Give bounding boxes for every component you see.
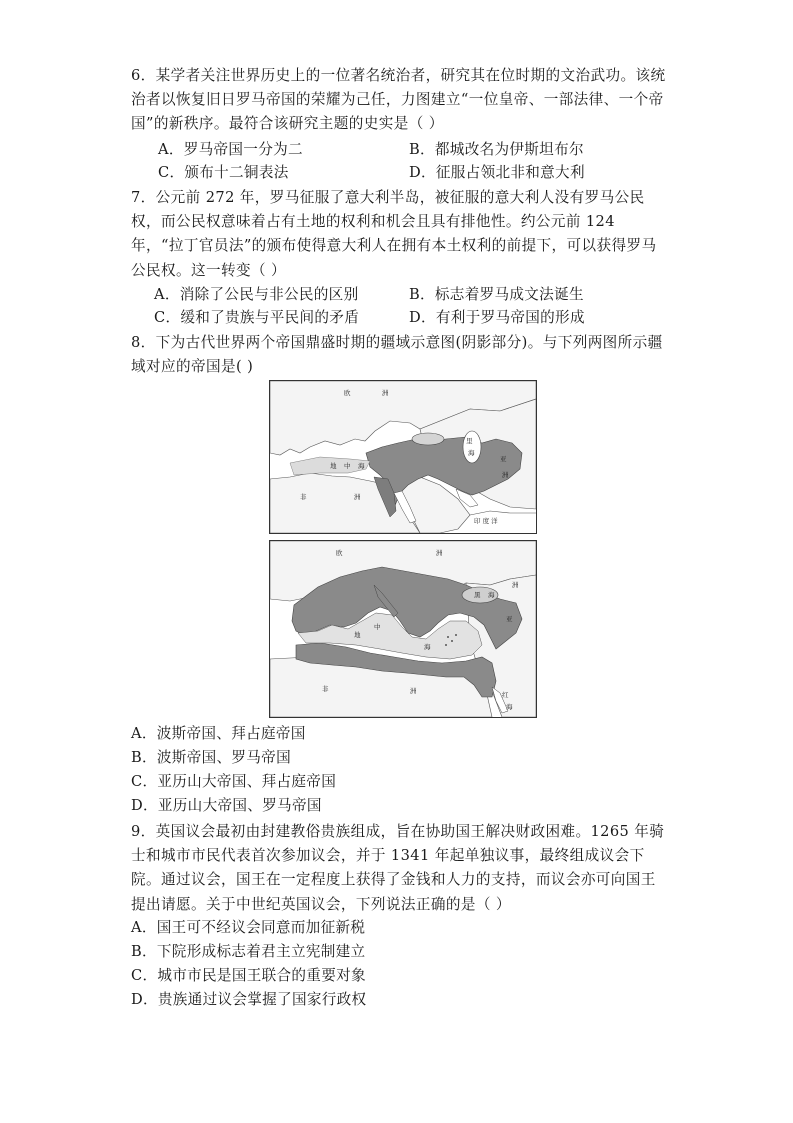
map2-label-4: 亚 — [506, 615, 513, 623]
map1-label-5: 洲 — [502, 471, 509, 479]
map2-label-0: 欧 — [336, 549, 343, 557]
map2-label-8: 海 — [424, 643, 431, 651]
map2-label-12: 海 — [506, 703, 513, 711]
map1-label-4: 亚 — [500, 455, 507, 463]
question-9-option-d[interactable]: D．贵族通过议会掌握了国家行政权 — [131, 991, 367, 1008]
question-8-option-d[interactable]: D．亚历山大帝国、罗马帝国 — [131, 797, 322, 814]
map1-label-1: 洲 — [382, 389, 389, 397]
map1-label-6: 非 — [300, 493, 307, 501]
question-7-option-b[interactable]: B．标志着罗马成文法诞生 — [409, 286, 584, 303]
map1-label-9: 地 — [330, 462, 337, 470]
question-8-option-c[interactable]: C．亚历山大帝国、拜占庭帝国 — [131, 773, 337, 790]
question-6-option-d[interactable]: D．征服占领北非和意大利 — [409, 164, 585, 181]
map1-label-0: 欧 — [344, 389, 351, 397]
map2-label-10: 洲 — [410, 687, 417, 695]
question-8-option-a[interactable]: A．波斯帝国、拜占庭帝国 — [131, 725, 306, 742]
map2-label-6: 地 — [354, 631, 361, 639]
map1-label-8: 印 度 洋 — [474, 517, 498, 525]
map1-label-3: 海 — [468, 449, 475, 457]
map1-label-7: 洲 — [354, 493, 361, 501]
question-6-option-a[interactable]: A．罗马帝国一分为二 — [158, 141, 303, 158]
question-6-option-b[interactable]: B．都城改名为伊斯坦布尔 — [409, 141, 584, 158]
map2-label-3: 海 — [488, 591, 495, 599]
question-9-option-b[interactable]: B．下院形成标志着君主立宪制建立 — [131, 943, 366, 960]
map2-label-2: 黑 — [474, 591, 481, 599]
map2-label-1: 洲 — [436, 549, 443, 557]
map1-label-10: 中 — [344, 462, 351, 470]
question-7-option-c[interactable]: C．缓和了贵族与平民间的矛盾 — [154, 309, 360, 326]
question-9-stem: 9．英国议会最初由封建教俗贵族组成，旨在协助国王解决财政困难。1265 年骑士和城市市民代表首次参加议会，并于 1341 年起单独议事，最终组成议会下院。通过议会，国王在一定程度上获得了金钱和人力的支持，而议会亦可向国王提出请愿。关于中世纪英国议会，下列说法正确的是（ ） — [131, 823, 665, 913]
map2-label-9: 非 — [322, 685, 329, 693]
map-empire-1-svg — [270, 381, 536, 533]
question-7-option-a[interactable]: A．消除了公民与非公民的区别 — [154, 286, 359, 303]
question-9-option-c[interactable]: C．城市市民是国王联合的重要对象 — [131, 967, 366, 984]
question-6-option-c[interactable]: C．颁布十二铜表法 — [158, 164, 289, 181]
question-8-stem: 8．下为古代世界两个帝国鼎盛时期的疆域示意图(阴影部分)。与下列两图所示疆域对应的帝国是( ) — [131, 334, 663, 376]
question-7-stem: 7．公元前 272 年，罗马征服了意大利半岛，被征服的意大利人没有罗马公民权，而公民权意味着占有土地的权利和机会且具有排他性。约公元前 124 年，“拉丁官员法”的颁布使得意大利人在拥有本土权利的前提下，可以获得罗马公民权。这一转变（ ） — [131, 189, 657, 279]
map2-label-7: 中 — [374, 623, 381, 631]
map-empire-2-svg — [270, 541, 536, 717]
map2-label-11: 红 — [502, 691, 509, 699]
map-empire-2 — [269, 540, 537, 718]
black-sea — [412, 433, 444, 445]
question-7-option-d[interactable]: D．有利于罗马帝国的形成 — [409, 309, 585, 326]
map1-label-11: 海 — [358, 462, 365, 470]
map-empire-1 — [269, 380, 537, 534]
question-6-stem: 6．某学者关注世界历史上的一位著名统治者，研究其在位时期的文治武功。该统治者以恢复旧日罗马帝国的荣耀为己任，力图建立“一位皇帝、一部法律、一个帝国”的新秩序。最符合该研究主题的史实是（ ） — [131, 67, 666, 133]
caspian-sea — [463, 431, 481, 463]
map2-label-5: 洲 — [512, 581, 519, 589]
question-9-option-a[interactable]: A．国王可不经议会同意而加征新税 — [131, 919, 366, 936]
question-8-option-b[interactable]: B．波斯帝国、罗马帝国 — [131, 749, 291, 766]
map1-label-2: 里 — [466, 437, 473, 445]
